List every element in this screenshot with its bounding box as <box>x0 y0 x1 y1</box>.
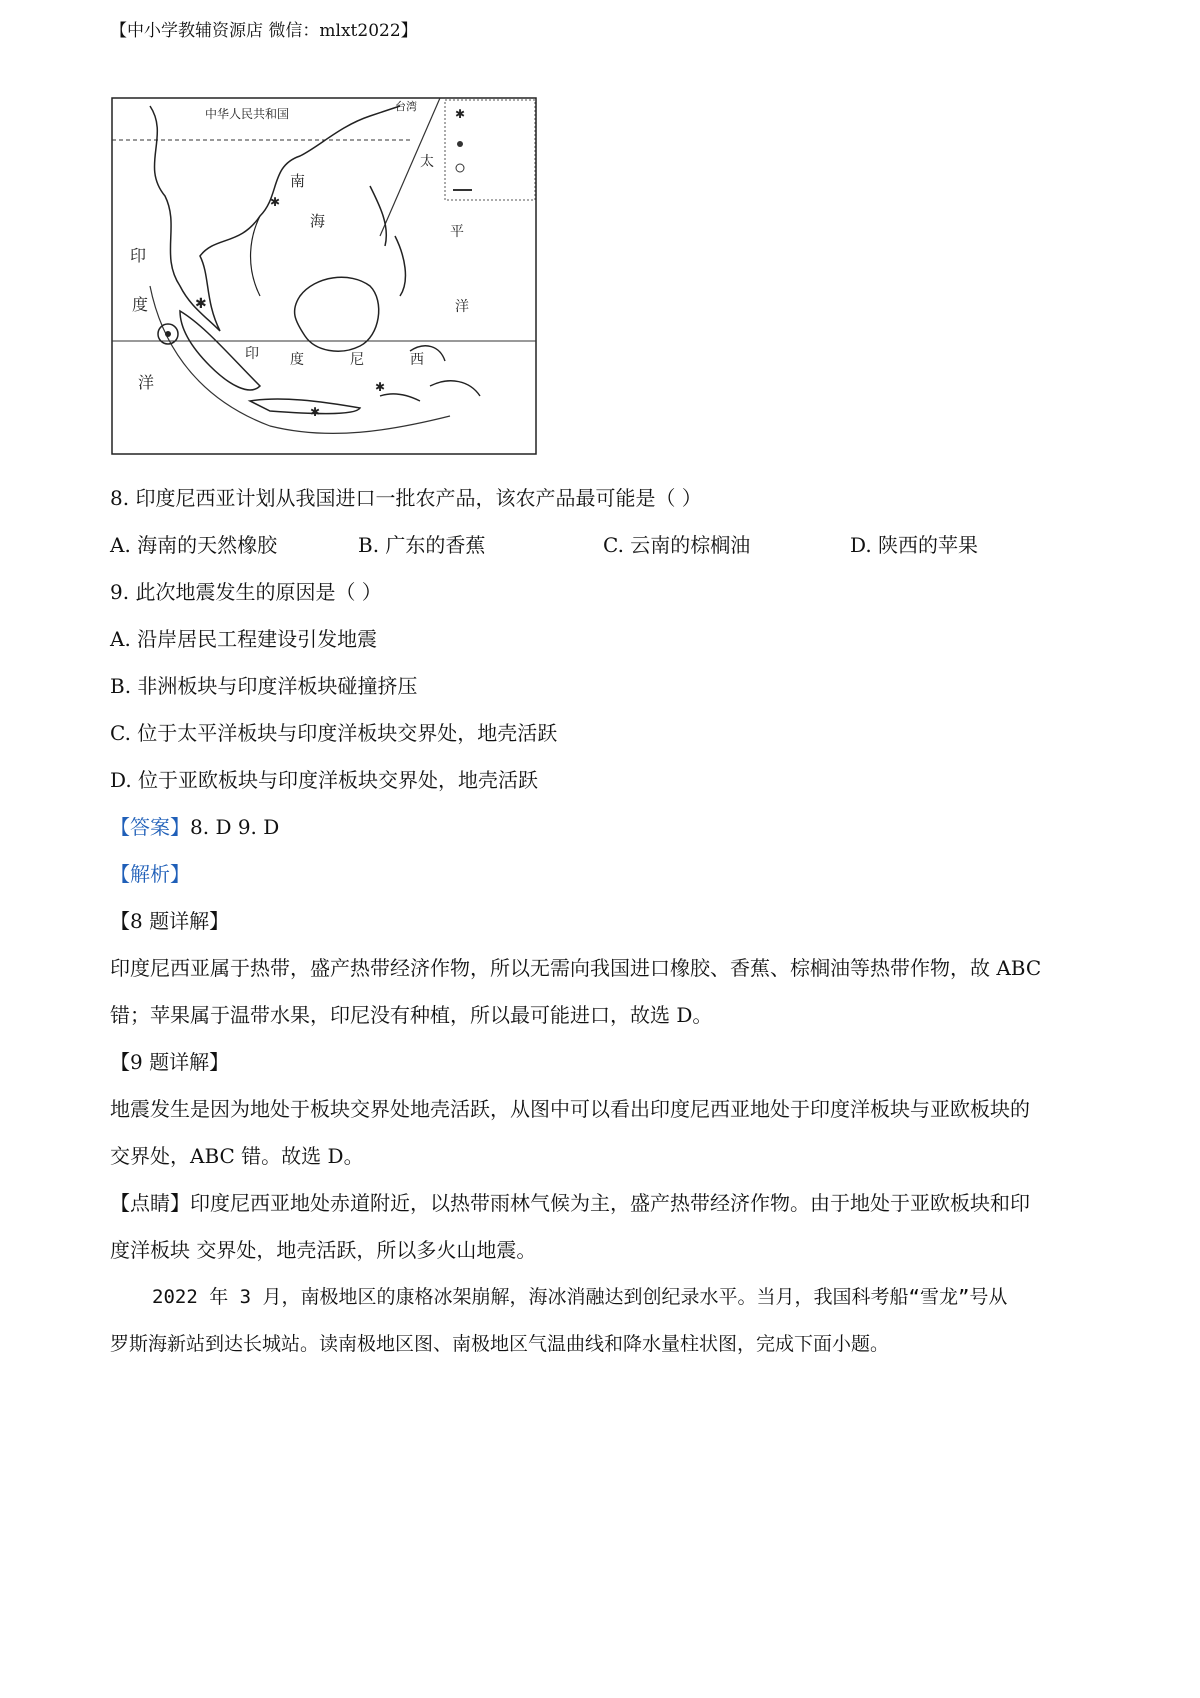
detail-9-line-1: 地震发生是因为地处于板块交界处地壳活跃，从图中可以看出印度尼西亚地处于印度洋板块与亚欧板块的 <box>110 1097 1030 1121</box>
watermark-header: 【中小学教辅资源店 微信：mlxt2022】 <box>110 21 418 41</box>
svg-text:太: 太 <box>420 154 434 170</box>
svg-text:台湾: 台湾 <box>395 100 417 113</box>
q9-option-a: A. 沿岸居民工程建设引发地震 <box>110 627 378 651</box>
question-8-stem: 8. 印度尼西亚计划从我国进口一批农产品，该农产品最可能是（ ） <box>110 486 702 510</box>
q8-option-c: C. 云南的棕榈油 <box>603 533 751 557</box>
answer-tag: 【答案】 <box>110 815 190 839</box>
svg-text:✱: ✱ <box>310 405 321 419</box>
southeast-asia-map <box>110 96 538 456</box>
q8-option-d: D. 陕西的苹果 <box>850 533 979 557</box>
comment-line-2: 度洋板块 交界处，地壳活跃，所以多火山地震。 <box>110 1238 537 1262</box>
question-9-stem: 9. 此次地震发生的原因是（ ） <box>110 580 382 604</box>
comment-line-1 <box>110 1189 1030 1217</box>
intro-line-2: 罗斯海新站到达长城站。读南极地区图、南极地区气温曲线和降水量柱状图，完成下面小题。 <box>110 1333 890 1355</box>
detail-8-line-1: 印度尼西亚属于热带，盛产热带经济作物，所以无需向我国进口橡胶、香蕉、棕榈油等热带作物，故 ABC <box>110 956 1042 980</box>
detail-9-tag: 【9 题详解】 <box>110 1050 230 1074</box>
q8-option-a: A. 海南的天然橡胶 <box>110 533 278 557</box>
detail-8-line-2: 错；苹果属于温带水果，印尼没有种植，所以最可能进口，故选 D。 <box>110 1003 713 1027</box>
svg-text:印: 印 <box>245 346 259 362</box>
detail-9-line-2: 交界处，ABC 错。故选 D。 <box>110 1144 364 1168</box>
svg-text:海: 海 <box>310 212 326 230</box>
svg-text:西: 西 <box>410 352 424 368</box>
q9-option-b: B. 非洲板块与印度洋板块碰撞挤压 <box>110 674 418 698</box>
svg-text:尼: 尼 <box>350 352 364 368</box>
q8-option-b: B. 广东的香蕉 <box>358 533 486 557</box>
svg-text:✱: ✱ <box>455 107 466 121</box>
svg-text:✱: ✱ <box>195 296 207 312</box>
svg-text:印: 印 <box>130 246 147 265</box>
svg-text:✱: ✱ <box>375 380 386 394</box>
svg-text:洋: 洋 <box>138 373 155 392</box>
svg-text:度: 度 <box>132 295 149 314</box>
answer-values: 8. D 9. D <box>190 815 280 839</box>
intro-line-1: 2022 年 3 月，南极地区的康格冰架崩解，海冰消融达到创纪录水平。当月，我国科考船“雪龙”号从 <box>152 1286 1008 1308</box>
comment-tag: 【点睛】 <box>110 1191 190 1215</box>
svg-text:洋: 洋 <box>455 299 469 315</box>
svg-text:平: 平 <box>450 224 464 240</box>
answer-line <box>110 813 279 841</box>
svg-text:中华人民共和国: 中华人民共和国 <box>205 107 290 121</box>
svg-text:南: 南 <box>290 172 306 190</box>
analysis-tag: 【解析】 <box>110 862 190 886</box>
comment-text-1: 印度尼西亚地处赤道附近，以热带雨林气候为主，盛产热带经济作物。由于地处于亚欧板块和印 <box>190 1191 1030 1215</box>
q9-option-c: C. 位于太平洋板块与印度洋板块交界处，地壳活跃 <box>110 721 558 745</box>
svg-text:度: 度 <box>290 352 304 368</box>
q9-option-d: D. 位于亚欧板块与印度洋板块交界处，地壳活跃 <box>110 768 539 792</box>
detail-8-tag: 【8 题详解】 <box>110 909 230 933</box>
svg-text:✱: ✱ <box>270 195 281 209</box>
